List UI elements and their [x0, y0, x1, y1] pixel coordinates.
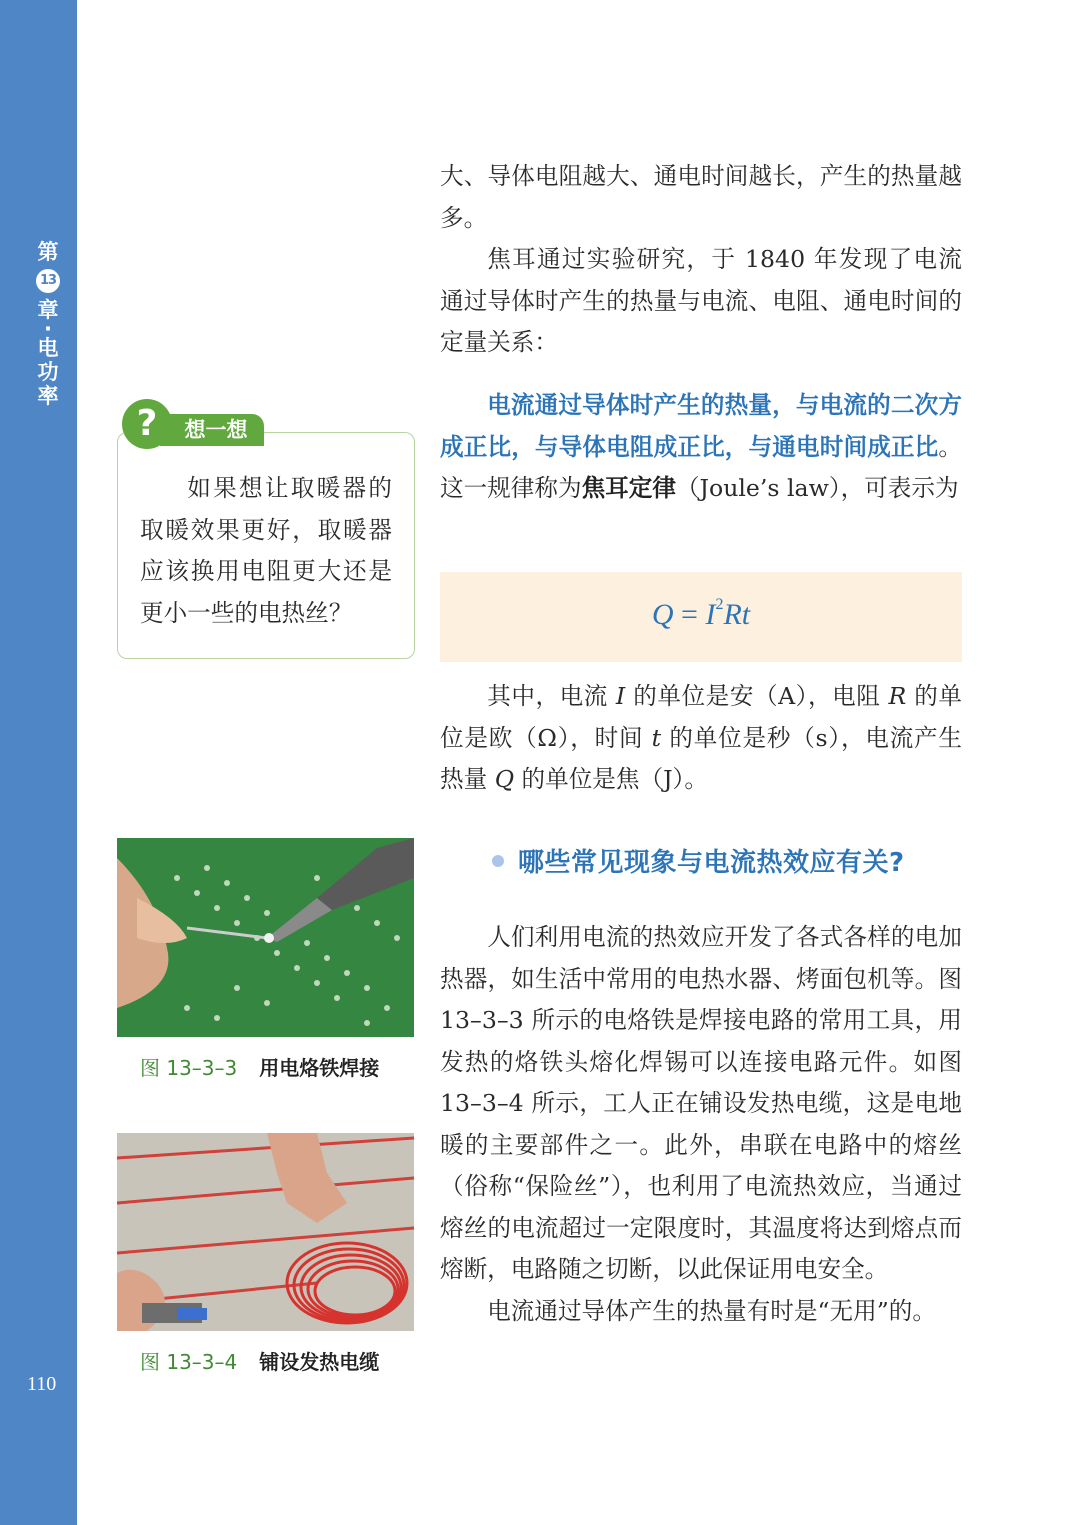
figure-caption-2 — [140, 1346, 379, 1375]
units-text: 的单位是欧（Ω），时间 — [440, 682, 962, 752]
heating-cable-photo — [117, 1133, 414, 1331]
figure-number: 图 13–3–4 — [140, 1350, 238, 1374]
bullet-icon — [492, 855, 504, 867]
soldering-photo — [117, 838, 414, 1037]
section-paragraph: 人们利用电流的热效应开发了各式各样的电加热器，如生活中常用的电热水器、烤面包机等。图 13–3–3 所示的电烙铁是焊接电路的常用工具，用发热的烙铁头熔化焊锡可以连接电路元件。如图 13–3–4 所示，工人正在铺设发热电缆，这是电地暖的主要部件之一。此外，串联在电路中的熔丝（俗称“保险丝”），也利用了电流热效应，当通过熔丝的电流超过一定限度时，其温度将达到熔点而熔断，电路随之切断，以此保证用电安全。 — [440, 923, 962, 1283]
last-paragraph: 电流通过导体产生的热量有时是“无用”的。 — [487, 1296, 936, 1325]
paragraph-continued — [440, 156, 962, 364]
law-text-b: （Joule’s law），可表示为 — [675, 474, 959, 502]
section-heading — [492, 842, 972, 879]
figure-title: 铺设发热电缆 — [259, 1350, 380, 1374]
question-mark-icon: ? — [122, 399, 172, 449]
var-q: Q — [494, 765, 515, 793]
chapter-sidebar — [0, 0, 77, 1525]
units-paragraph — [440, 676, 962, 801]
joule-law-highlight: 电流通过导体时产生的热量，与电流的二次方成正比，与导体电阻成正比，与通电时间成正比 — [440, 391, 962, 461]
para-2: 焦耳通过实验研究，于 1840 年发现了电流通过导体时产生的热量与电流、电阻、通电时间的定量关系： — [440, 245, 962, 356]
formula-eq: = — [673, 598, 706, 631]
chapter-title: 电功率 — [37, 336, 59, 408]
para-1: 大、导体电阻越大、通电时间越长，产生的热量越多。 — [440, 162, 962, 232]
figure-number: 图 13–3–3 — [140, 1056, 238, 1080]
formula-box — [440, 572, 962, 662]
chapter-prefix: 第 — [37, 240, 59, 264]
page-number: 110 — [27, 1373, 57, 1395]
var-r: R — [888, 682, 907, 710]
units-text: 其中，电流 — [487, 682, 616, 710]
law-text-a: 。这一规律称为 — [440, 432, 962, 502]
var-i: I — [615, 682, 626, 710]
formula-rt: Rt — [723, 598, 751, 631]
think-question: 如果想让取暖器的取暖效果更好，取暖器应该换用电阻更大还是更小一些的电热丝？ — [140, 474, 392, 627]
formula-i: I — [705, 598, 716, 631]
chapter-number-badge: 13 — [36, 269, 60, 293]
units-text: 的单位是焦（J）。 — [514, 765, 708, 793]
formula-q: Q — [651, 598, 674, 631]
figure-title: 用电烙铁焊接 — [259, 1056, 380, 1080]
figure-caption-1 — [140, 1052, 379, 1081]
section-body — [440, 917, 962, 1332]
section-heading-text: 哪些常见现象与电流热效应有关? — [518, 848, 905, 878]
var-t: t — [651, 723, 662, 752]
units-text: 的单位是秒（s），电流产生热量 — [440, 723, 962, 793]
units-text: 的单位是安（A），电阻 — [625, 682, 889, 710]
chapter-tab — [28, 240, 68, 408]
joule-law-name: 焦耳定律 — [581, 474, 676, 502]
think-label: 想一想 — [160, 414, 264, 446]
chapter-dot: · — [44, 317, 52, 341]
chapter-suffix: 章 — [37, 298, 59, 322]
joule-law-statement — [440, 385, 962, 510]
joule-formula — [440, 598, 962, 632]
formula-exp: 2 — [715, 596, 724, 613]
